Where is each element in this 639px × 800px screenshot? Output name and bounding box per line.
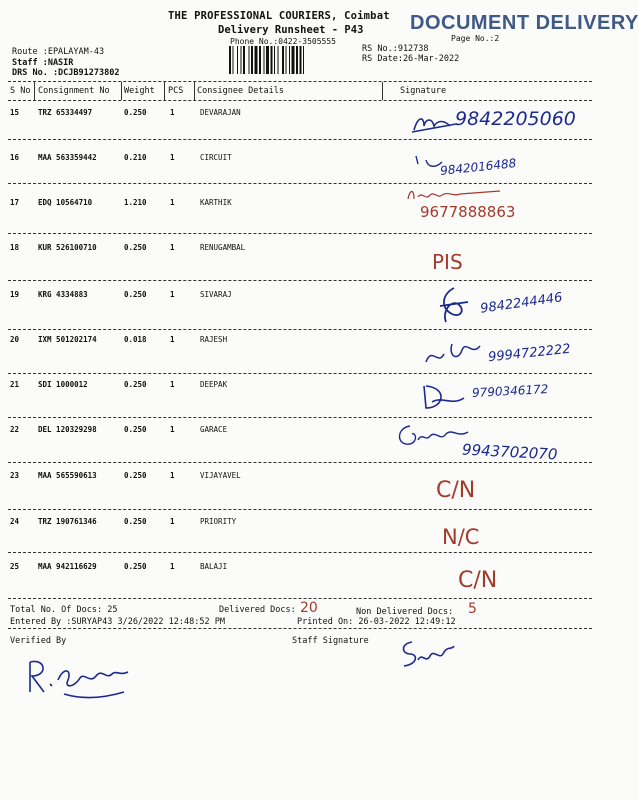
row-consignment: IXM 501202174 <box>38 335 97 344</box>
barcode-bar <box>282 46 284 74</box>
row-consignee: DEVARAJAN <box>200 108 241 117</box>
barcode-bar <box>292 46 295 74</box>
company-title: THE PROFESSIONAL COURIERS, Coimbat <box>168 10 390 22</box>
row-consignee: VIJAYAVEL <box>200 471 241 480</box>
handwritten-signature <box>408 150 448 172</box>
barcode-bar <box>259 46 261 74</box>
row-sno: 20 <box>10 335 20 344</box>
printed-on: Printed On: 26-03-2022 12:49:12 <box>297 617 456 627</box>
barcode-bar <box>266 46 269 74</box>
col-header-pcs: PCS <box>168 86 184 96</box>
row-separator <box>8 552 592 553</box>
row-weight: 0.250 <box>124 425 147 434</box>
handwritten-signature <box>410 112 460 136</box>
col-header-signature: Signature <box>400 86 447 96</box>
row-sno: 21 <box>10 380 20 389</box>
row-signature: 9943702070 <box>461 440 558 464</box>
non-delivered-docs-value: 5 <box>468 601 477 617</box>
row-weight: 0.250 <box>124 108 147 117</box>
col-divider <box>194 82 195 100</box>
row-pcs: 1 <box>170 380 175 389</box>
row-weight: 0.250 <box>124 380 147 389</box>
barcode-bar <box>249 46 250 74</box>
barcode-bar <box>278 46 279 74</box>
route-label: Route :EPALAYAM-43 <box>12 47 105 57</box>
barcode-bar <box>233 46 234 74</box>
barcode-bar <box>237 46 238 74</box>
row-consignment: MAA 942116629 <box>38 562 97 571</box>
staff-label: Staff :NASIR <box>12 58 74 68</box>
row-sno: 19 <box>10 290 20 299</box>
phone-number: Phone No.:0422-3505555 <box>230 37 336 46</box>
row-consignee: GARACE <box>200 425 228 434</box>
barcode-bar <box>264 46 265 74</box>
handwritten-signature <box>436 284 472 328</box>
row-sno: 25 <box>10 562 20 571</box>
page-number: Page No.:2 <box>451 34 500 43</box>
row-pcs: 1 <box>170 108 175 117</box>
row-pcs: 1 <box>170 290 175 299</box>
barcode-bar <box>303 46 304 74</box>
row-sno: 18 <box>10 243 20 252</box>
row-consignee: KARTHIK <box>200 198 232 207</box>
row-consignment: TRZ 190761346 <box>38 517 97 526</box>
row-separator <box>8 462 592 463</box>
row-consignment: EDQ 10564710 <box>38 198 93 207</box>
row-weight: 0.018 <box>124 335 147 344</box>
row-signature: 9790346172 <box>471 382 549 400</box>
row-signature: 9677888863 <box>420 203 516 221</box>
row-signature: N/C <box>442 525 480 549</box>
handwritten-signature <box>422 336 492 370</box>
row-separator <box>8 509 592 510</box>
row-separator <box>8 417 592 418</box>
row-pcs: 1 <box>170 425 175 434</box>
row-consignee: BALAJI <box>200 562 228 571</box>
row-weight: 0.250 <box>124 290 147 299</box>
row-pcs: 1 <box>170 153 175 162</box>
row-signature: 9994722222 <box>487 341 572 366</box>
barcode-bar <box>296 46 298 74</box>
col-divider <box>121 82 122 100</box>
row-consignment: MAA 565590613 <box>38 471 97 480</box>
row-pcs: 1 <box>170 335 175 344</box>
row-weight: 0.250 <box>124 471 147 480</box>
row-sno: 17 <box>10 198 20 207</box>
row-consignee: DEEPAK <box>200 380 228 389</box>
rs-date: RS Date:26-Mar-2022 <box>362 54 460 64</box>
row-separator <box>8 183 592 184</box>
row-separator <box>8 373 592 374</box>
barcode-bar <box>274 46 275 74</box>
total-docs: Total No. Of Docs: 25 <box>10 605 118 615</box>
row-pcs: 1 <box>170 198 175 207</box>
barcode-image <box>228 46 353 74</box>
handwritten-signature <box>392 420 472 450</box>
col-divider <box>382 82 383 100</box>
table-top-rule <box>8 81 592 82</box>
handwritten-signature <box>418 380 468 414</box>
row-consignee: PRIORITY <box>200 517 237 526</box>
table-header-rule <box>8 100 592 101</box>
row-signature: 9842205060 <box>455 108 576 130</box>
barcode-bar <box>289 46 290 74</box>
barcode-bar <box>300 46 302 74</box>
barcode-bar <box>251 46 253 74</box>
col-header-weight: Weight <box>124 86 155 96</box>
footer-rule <box>8 628 592 629</box>
staff-signature-label: Staff Signature <box>292 636 369 646</box>
row-separator <box>8 280 592 281</box>
col-header-consignment: Consignment No <box>38 86 110 96</box>
row-sno: 15 <box>10 108 20 117</box>
row-consignment: KUR 526100710 <box>38 243 97 252</box>
row-pcs: 1 <box>170 562 175 571</box>
barcode-bar <box>286 46 287 74</box>
col-divider <box>34 82 35 100</box>
entered-by: Entered By :SURYAP43 3/26/2022 12:48:52 PM <box>10 617 225 627</box>
row-sno: 16 <box>10 153 20 162</box>
barcode-bar <box>271 46 273 74</box>
row-consignee: CIRCUIT <box>200 153 232 162</box>
row-signature: 9842244446 <box>479 290 564 317</box>
barcode-bar <box>241 46 242 74</box>
document-delivery-stamp: DOCUMENT DELIVERY <box>410 12 639 34</box>
row-pcs: 1 <box>170 243 175 252</box>
row-consignment: MAA 563359442 <box>38 153 97 162</box>
row-signature: 9842016488 <box>439 156 517 178</box>
row-separator <box>8 329 592 330</box>
row-pcs: 1 <box>170 517 175 526</box>
row-separator <box>8 233 592 234</box>
col-divider <box>164 82 165 100</box>
col-header-sno: S No <box>10 86 31 96</box>
row-pcs: 1 <box>170 471 175 480</box>
non-delivered-docs-label: Non Delivered Docs: <box>356 607 454 617</box>
row-signature: C/N <box>458 568 498 593</box>
row-signature: PIS <box>432 250 463 274</box>
row-consignment: KRG 4334883 <box>38 290 88 299</box>
rs-number: RS No.:912738 <box>362 44 429 54</box>
barcode-bar <box>243 46 245 74</box>
row-weight: 0.250 <box>124 243 147 252</box>
row-weight: 0.210 <box>124 153 147 162</box>
barcode-bar <box>229 46 231 74</box>
row-weight: 0.250 <box>124 517 147 526</box>
barcode-bar <box>255 46 258 74</box>
delivered-docs-value: 20 <box>300 600 318 616</box>
row-weight: 0.250 <box>124 562 147 571</box>
row-sno: 23 <box>10 471 20 480</box>
row-consignee: SIVARAJ <box>200 290 232 299</box>
row-sno: 22 <box>10 425 20 434</box>
row-consignment: DEL 120329298 <box>38 425 97 434</box>
row-signature: C/N <box>436 478 476 503</box>
row-consignment: SDI 1000012 <box>38 380 88 389</box>
delivered-docs-label: Delivered Docs: <box>219 605 296 615</box>
row-sno: 24 <box>10 517 20 526</box>
drs-number: DRS No. :DCJB91273802 <box>12 68 120 78</box>
col-header-consignee: Consignee Details <box>197 86 284 96</box>
runsheet-subtitle: Delivery Runsheet - P43 <box>218 24 364 36</box>
staff-signature-image <box>396 636 456 672</box>
row-consignment: TRZ 65334497 <box>38 108 93 117</box>
row-consignee: RENUGAMBAL <box>200 243 246 252</box>
verified-by-label: Verified By <box>10 636 67 646</box>
row-weight: 1.210 <box>124 198 147 207</box>
table-bottom-rule <box>8 598 592 599</box>
row-consignee: RAJESH <box>200 335 228 344</box>
verifier-signature-image <box>24 654 134 704</box>
row-separator <box>8 139 592 140</box>
